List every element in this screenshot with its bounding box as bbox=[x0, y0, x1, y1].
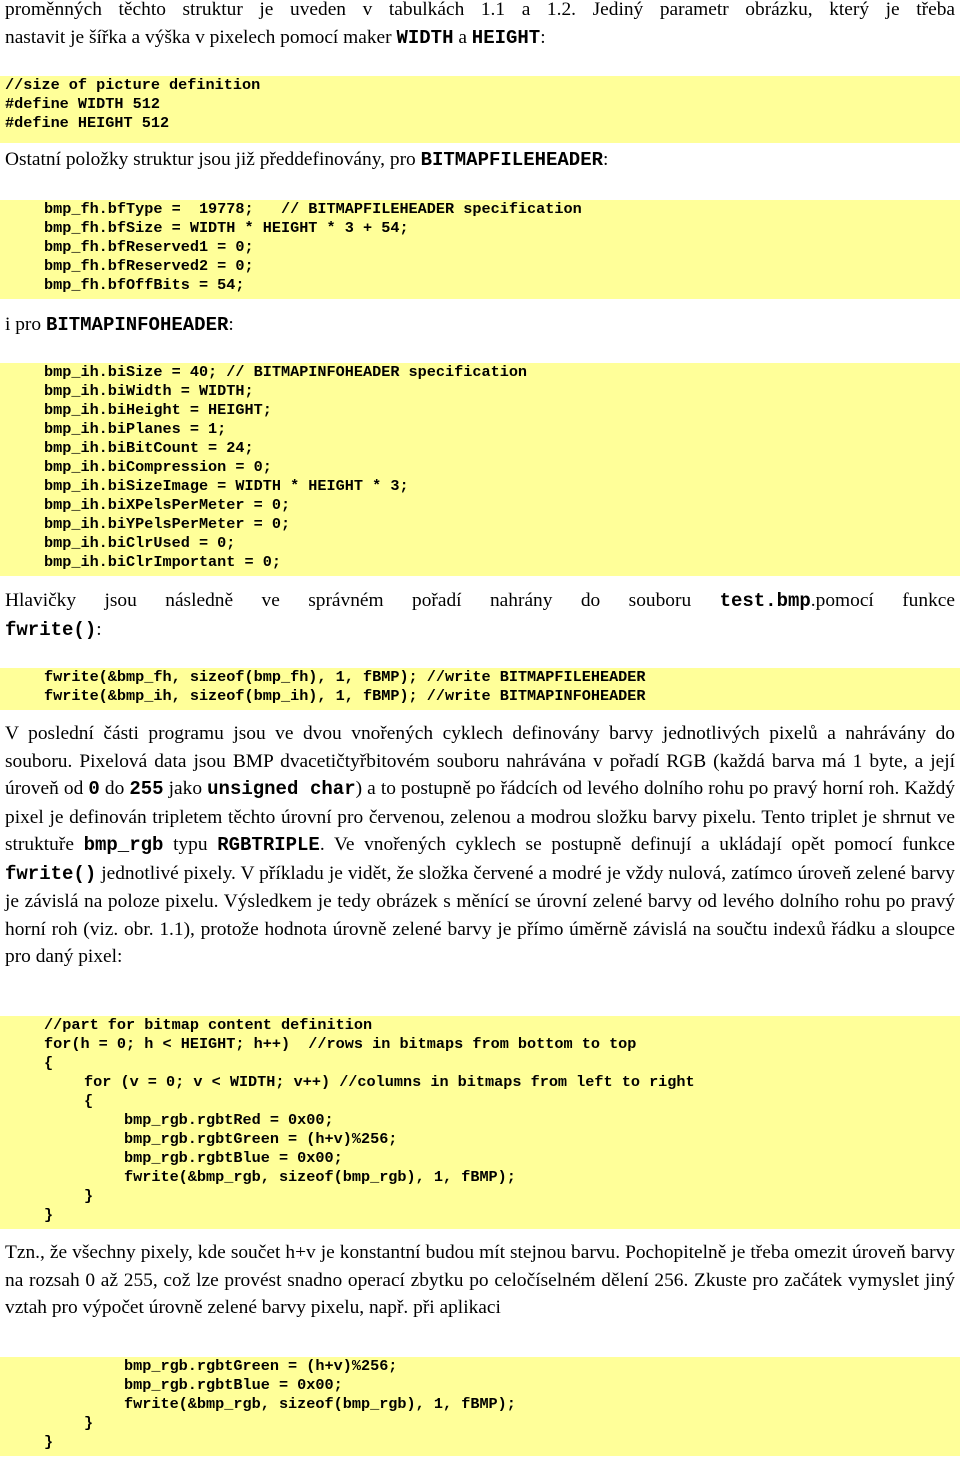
inline-code: bmp_rgb bbox=[83, 834, 164, 856]
code-line: } bbox=[44, 1433, 54, 1451]
code-line: for (v = 0; v < WIDTH; v++) //columns in bitmaps from left to right bbox=[84, 1073, 695, 1091]
code-line: bmp_rgb.rgbtRed = 0x00; bbox=[124, 1111, 334, 1129]
paragraph-summary: Tzn., že všechny pixely, kde součet h+v je konstantní budou mít stejnou barvu. Pochopitelně je třeba omezit úroveň barvy na rozsah 0 až 255, což lze provést snadno operací zbytku po celočíselném dělení 256. Zkuste pro začátek vymyslet jiný vztah pro výpočet úrovně zelené barvy pixelu, např. při aplikaci bbox=[5, 1242, 955, 1318]
code-block-defines bbox=[0, 76, 960, 143]
inline-code: test.bmp bbox=[719, 590, 811, 612]
code-block-infoheader bbox=[0, 363, 960, 576]
code-line: { bbox=[44, 1054, 54, 1072]
code-line: bmp_ih.biCompression = 0; bbox=[44, 458, 272, 476]
inline-code: fwrite() bbox=[5, 618, 97, 641]
inline-code: fwrite() bbox=[5, 862, 97, 885]
inline-code: WIDTH bbox=[396, 26, 454, 49]
paragraph-intro bbox=[5, 0, 955, 52]
code-line: bmp_ih.biClrImportant = 0; bbox=[44, 553, 281, 571]
code-line: #define HEIGHT 512 bbox=[5, 114, 170, 132]
paragraph-pixel-data: V poslední části programu jsou ve dvou vnořených cyklech definovány barvy jednotlivých pixelů a nahrávány do souboru. Pixelová data jsou BMP dvacetičtyřbitovém souboru nahrávána v pořadí RGB (každá barva má 1 byte, a její úroveň od 0 do 255 jako unsigned char) a to postupně po řádcích od levého dolního rohu po pravý horní roh. Každý pixel je definován tripletem těchto úrovní pro červenou, zelenou a modrou složku barvy pixelu. Tento triplet je shrnut ve struktuře bmp_rgb typu RGBTRIPLE. Ve vnořených cyklech se postupně definují a ukládají opět pomocí funkce fwrite() jednotlivé pixely. V příkladu je vidět, že složka červené a modré je vždy nulová, zatímco úroveň zelené barvy je závislá na poloze pixelu. Výsledkem je tedy obrázek s měnící se úrovní zelené barvy od levého dolního rohu po pravý horní roh (viz. obr. 1.1), protože hodnota úrovně zelené barvy je přímo úměrně závislá na součtu indexů řádku a sloupce pro daný pixel: bbox=[5, 723, 955, 967]
code-line: bmp_ih.biBitCount = 24; bbox=[44, 439, 254, 457]
code-line: bmp_fh.bfOffBits = 54; bbox=[44, 276, 245, 294]
code-line: bmp_fh.bfReserved2 = 0; bbox=[44, 257, 254, 275]
code-line: { bbox=[84, 1092, 94, 1110]
code-line: fwrite(&bmp_fh, sizeof(bmp_fh), 1, fBMP); //write BITMAPFILEHEADER bbox=[44, 668, 646, 686]
code-line: bmp_rgb.rgbtBlue = 0x00; bbox=[124, 1149, 343, 1167]
code-line: for(h = 0; h < HEIGHT; h++) //rows in bitmaps from bottom to top bbox=[44, 1035, 637, 1053]
paragraph-fileheader: Ostatní položky struktur jsou již předdefinovány, pro BITMAPFILEHEADER: bbox=[5, 149, 609, 171]
code-line: bmp_rgb.rgbtBlue = 0x00; bbox=[124, 1376, 343, 1394]
code-line: fwrite(&bmp_rgb, sizeof(bmp_rgb), 1, fBMP); bbox=[124, 1168, 516, 1186]
code-line: bmp_ih.biClrUsed = 0; bbox=[44, 534, 236, 552]
code-line: } bbox=[44, 1206, 54, 1224]
code-line: bmp_ih.biPlanes = 1; bbox=[44, 420, 227, 438]
inline-code: BITMAPINFOHEADER bbox=[45, 314, 229, 336]
code-line: fwrite(&bmp_ih, sizeof(bmp_ih), 1, fBMP); //write BITMAPINFOHEADER bbox=[44, 687, 646, 705]
inline-code: BITMAPFILEHEADER bbox=[420, 149, 604, 171]
code-line: bmp_ih.biWidth = WIDTH; bbox=[44, 382, 254, 400]
code-line: fwrite(&bmp_rgb, sizeof(bmp_rgb), 1, fBMP); bbox=[124, 1395, 516, 1413]
inline-code: unsigned char bbox=[207, 778, 356, 800]
inline-code: HEIGHT bbox=[471, 26, 541, 49]
code-line: bmp_rgb.rgbtGreen = (h+v)%256; bbox=[124, 1130, 398, 1148]
code-block-loop bbox=[0, 1016, 960, 1229]
code-block-fileheader bbox=[0, 200, 960, 299]
code-line: bmp_fh.bfType = 19778; // BITMAPFILEHEADER specification bbox=[44, 200, 582, 218]
code-line: bmp_ih.biSize = 40; // BITMAPINFOHEADER specification bbox=[44, 363, 528, 381]
code-line: bmp_ih.biHeight = HEIGHT; bbox=[44, 401, 272, 419]
paragraph-line: proměnných těchto struktur je uveden v tabulkách 1.1 a 1.2. Jediný parametr obrázku, který je třeba bbox=[5, 0, 955, 20]
paragraph-line: fwrite(): bbox=[5, 618, 102, 641]
code-line: //part for bitmap content definition bbox=[44, 1016, 373, 1034]
code-line: bmp_rgb.rgbtGreen = (h+v)%256; bbox=[124, 1357, 398, 1375]
paragraph-line: Hlavičky jsou následně ve správném pořadí nahrány do souboru test.bmp.pomocí funkce bbox=[5, 590, 955, 612]
code-line: bmp_ih.biXPelsPerMeter = 0; bbox=[44, 496, 291, 514]
code-block-example bbox=[0, 1357, 960, 1456]
inline-code: 0 bbox=[88, 778, 100, 800]
inline-code: 255 bbox=[129, 778, 164, 800]
paragraph-line: nastavit je šířka a výška v pixelech pomocí maker WIDTH a HEIGHT: bbox=[5, 26, 546, 49]
code-line: bmp_fh.bfSize = WIDTH * HEIGHT * 3 + 54; bbox=[44, 219, 409, 237]
inline-code: RGBTRIPLE bbox=[217, 834, 320, 856]
code-line: bmp_ih.biYPelsPerMeter = 0; bbox=[44, 515, 291, 533]
code-line: #define WIDTH 512 bbox=[5, 95, 160, 113]
paragraph-fwrite bbox=[5, 587, 955, 644]
code-line: } bbox=[84, 1414, 94, 1432]
code-line: //size of picture definition bbox=[5, 76, 261, 94]
code-line: bmp_fh.bfReserved1 = 0; bbox=[44, 238, 254, 256]
code-line: bmp_ih.biSizeImage = WIDTH * HEIGHT * 3; bbox=[44, 477, 409, 495]
code-line: } bbox=[84, 1187, 94, 1205]
code-block-fwrite bbox=[0, 668, 960, 710]
paragraph-infoheader: i pro BITMAPINFOHEADER: bbox=[5, 314, 234, 336]
